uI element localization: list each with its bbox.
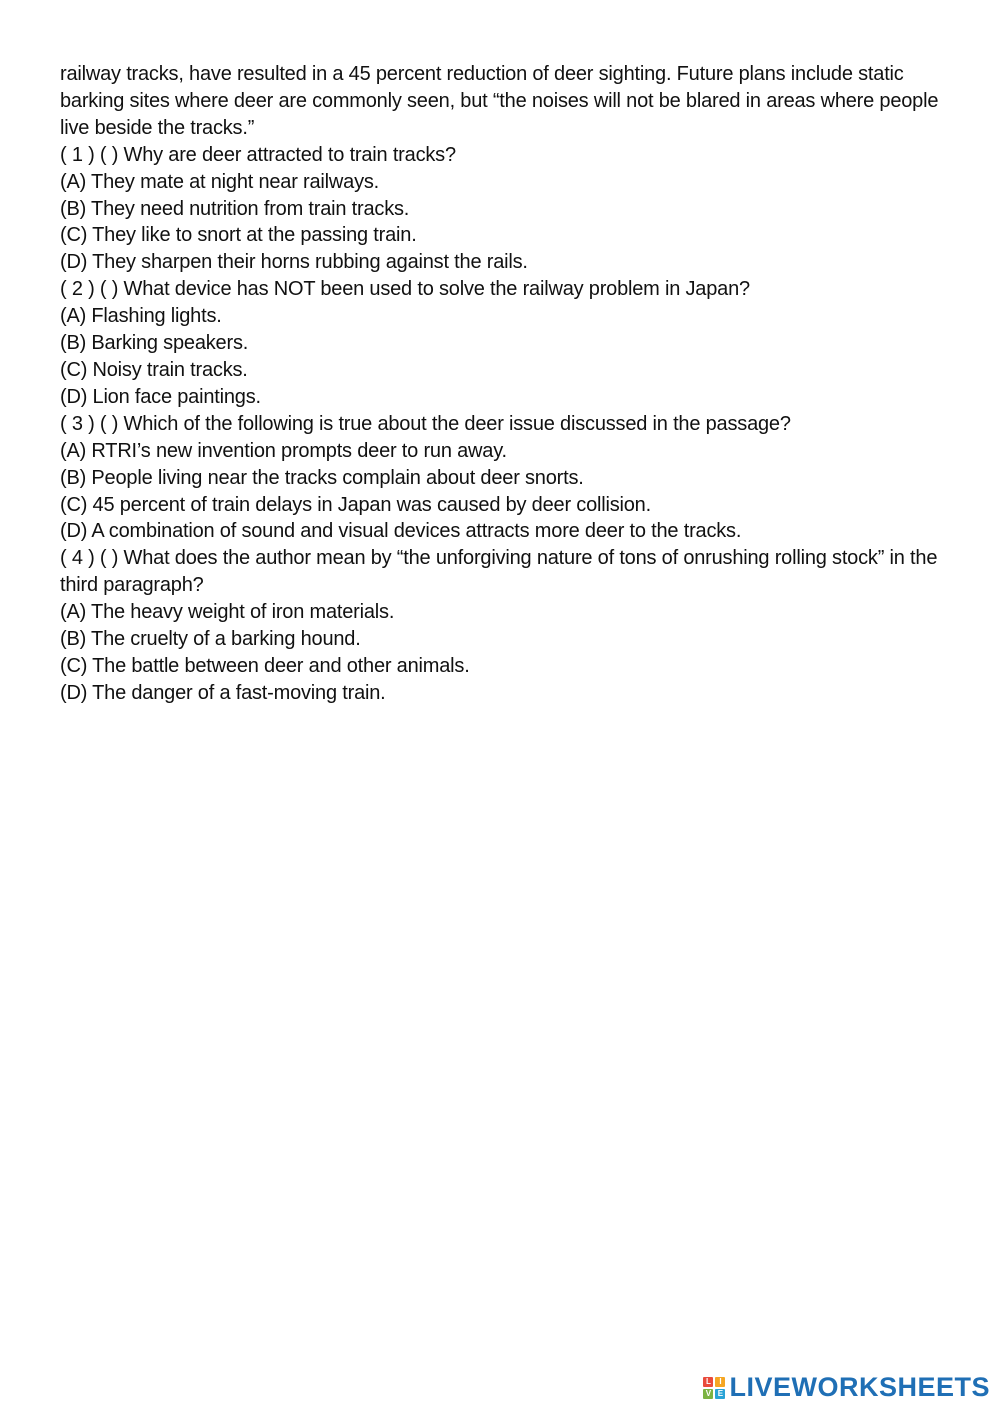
option-b: (B) The cruelty of a barking hound. <box>60 628 361 651</box>
option-d: (D) Lion face paintings. <box>60 385 261 408</box>
option-b: (B) People living near the tracks complain about deer snorts. <box>60 466 584 489</box>
option-a: (A) Flashing lights. <box>60 305 222 328</box>
option-d: (D) The danger of a fast-moving train. <box>60 681 386 704</box>
question-prompt: ( 2 ) ( ) What device has NOT been used to solve the railway problem in Japan? <box>60 278 750 301</box>
answer-options <box>60 169 940 277</box>
logo-tile: E <box>715 1389 725 1399</box>
logo-tile: I <box>715 1377 725 1387</box>
answer-options <box>60 438 940 546</box>
option-d: (D) They sharpen their horns rubbing against the rails. <box>60 251 528 274</box>
option-c: (C) They like to snort at the passing train. <box>60 224 417 247</box>
question-2 <box>60 276 940 411</box>
option-b: (B) They need nutrition from train tracks. <box>60 197 410 220</box>
logo-tile: L <box>703 1377 713 1387</box>
option-a: (A) The heavy weight of iron materials. <box>60 601 395 624</box>
option-d: (D) A combination of sound and visual devices attracts more deer to the tracks. <box>60 520 742 543</box>
question-prompt: ( 1 ) ( ) Why are deer attracted to train tracks? <box>60 143 456 166</box>
option-a: (A) RTRI’s new invention prompts deer to run away. <box>60 439 507 462</box>
option-a: (A) They mate at night near railways. <box>60 170 380 193</box>
logo-mark-icon <box>703 1377 725 1399</box>
option-c: (C) The battle between deer and other animals. <box>60 654 470 677</box>
option-c: (C) Noisy train tracks. <box>60 358 248 381</box>
logo-text: LIVEWORKSHEETS <box>729 1372 990 1402</box>
question-prompt: ( 3 ) ( ) Which of the following is true about the deer issue discussed in the passage? <box>60 412 791 435</box>
answer-options <box>60 599 940 707</box>
worksheet-content <box>60 61 940 707</box>
liveworksheets-logo <box>703 1372 990 1403</box>
question-4 <box>60 545 940 706</box>
question-prompt: ( 4 ) ( ) What does the author mean by “the unforgiving nature of tons of onrushing rolling stock” in the third paragraph? <box>60 547 938 597</box>
passage-text: railway tracks, have resulted in a 45 percent reduction of deer sighting. Future plans include static barking sites where deer are commonly seen, but “the noises will not be blared in areas where people live beside the tracks.” <box>60 63 939 139</box>
question-3 <box>60 411 940 546</box>
option-c: (C) 45 percent of train delays in Japan was caused by deer collision. <box>60 493 651 516</box>
question-1 <box>60 142 940 277</box>
logo-tile: V <box>703 1389 713 1399</box>
answer-options <box>60 303 940 411</box>
option-b: (B) Barking speakers. <box>60 332 249 355</box>
